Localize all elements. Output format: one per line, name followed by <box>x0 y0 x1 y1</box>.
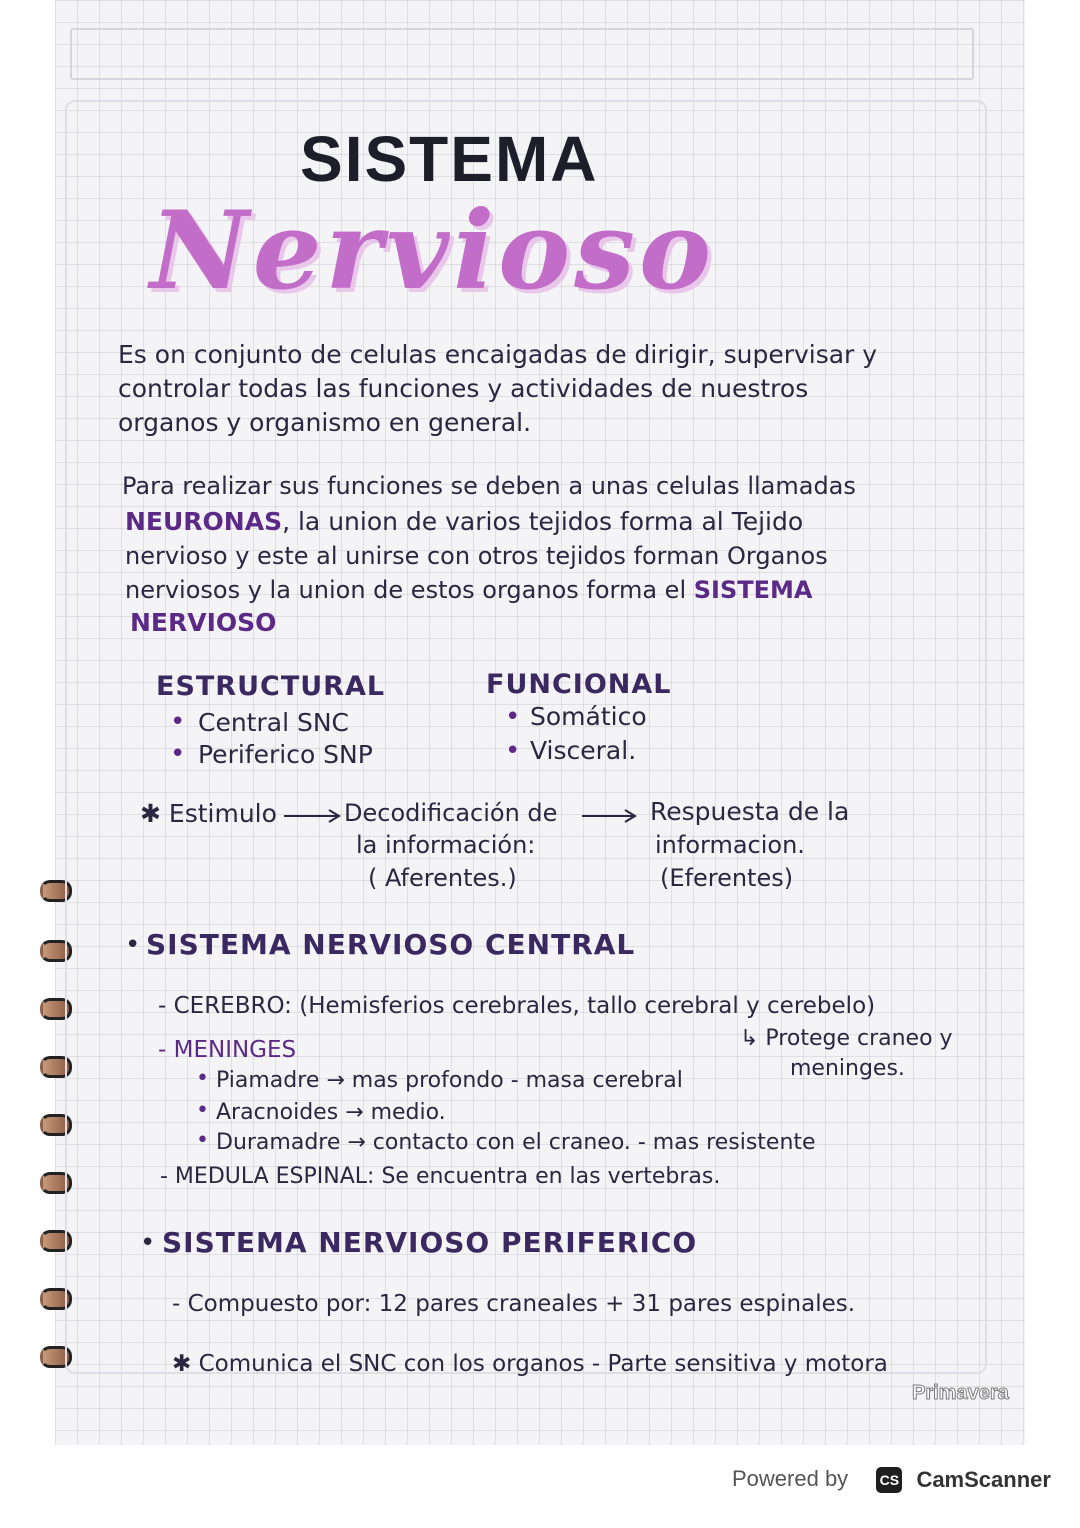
snc-heading: SISTEMA NERVIOSO CENTRAL <box>146 928 636 961</box>
decod-line-3: ( Aferentes.) <box>368 864 517 892</box>
resp-line-1: Respuesta de la <box>650 797 850 826</box>
decod-line-1: Decodificación de <box>344 799 558 827</box>
para2-line-2-rest: , la union de varios tejidos forma al Tejido <box>282 507 804 536</box>
nervioso-keyword: NERVIOSO <box>130 608 277 637</box>
resp-line-2: informacion. <box>655 831 805 859</box>
bullet-dot: • <box>170 707 186 737</box>
funcional-heading: FUNCIONAL <box>486 669 672 700</box>
bullet-dot: • <box>196 1066 209 1091</box>
bullet-dot: • <box>505 702 521 732</box>
funcional-item-somatico: Somático <box>530 702 647 731</box>
camscanner-footer <box>732 1466 1051 1493</box>
snp-compuesto: - Compuesto por: 12 pares craneales + 31 pares espinales. <box>172 1291 856 1317</box>
camscanner-brand: CamScanner <box>916 1467 1051 1493</box>
snc-protege-2: meninges. <box>790 1056 905 1081</box>
snp-comunica-text: Comunica el SNC con los organos - Parte sensitiva y motora <box>198 1351 888 1377</box>
para2-line-4-text: nerviosos y la union de estos organos forma el <box>125 576 687 604</box>
bullet-dot: • <box>196 1128 209 1153</box>
decod-line-2: la información: <box>356 831 536 859</box>
snc-aracnoides: Aracnoides → medio. <box>216 1100 446 1125</box>
bullet-dot: • <box>170 739 186 769</box>
snc-duramadre: Duramadre → contacto con el craneo. - mas resistente <box>216 1130 816 1155</box>
para2-line-1: Para realizar sus funciones se deben a unas celulas llamadas <box>122 472 856 500</box>
bullet-dot: • <box>140 1228 156 1258</box>
snp-comunica <box>172 1348 888 1381</box>
snc-meninges: - MENINGES <box>158 1037 297 1063</box>
para2-line-2 <box>125 505 803 538</box>
header-box <box>70 28 974 80</box>
snp-heading: SISTEMA NERVIOSO PERIFERICO <box>162 1226 698 1259</box>
arrow-right-icon <box>282 806 344 826</box>
camscanner-logo-icon: CS <box>876 1467 902 1493</box>
para2-line-3: nervioso y este al unirse con otros tejidos forman Organos <box>125 542 828 570</box>
bullet-dot: • <box>196 1098 209 1123</box>
snc-protege-1: ↳ Protege craneo y <box>740 1026 953 1051</box>
flow-estimulo <box>140 797 277 830</box>
resp-line-3: (Eferentes) <box>660 864 794 892</box>
title-sistema: SISTEMA <box>300 123 599 195</box>
primavera-watermark: Primavera <box>912 1382 1009 1404</box>
title-nervioso: Nervioso <box>150 188 715 314</box>
estructural-item-periferico: Periferico SNP <box>198 740 373 769</box>
funcional-item-visceral: Visceral. <box>530 736 637 765</box>
sistema-keyword: SISTEMA <box>693 576 813 604</box>
star-icon: ✱ <box>140 799 161 828</box>
estructural-item-central: Central SNC <box>198 708 350 737</box>
snc-medula: - MEDULA ESPINAL: Se encuentra en las vertebras. <box>160 1164 721 1189</box>
bullet-dot: • <box>125 930 141 960</box>
estimulo-text: Estimulo <box>168 799 277 828</box>
neuronas-keyword: NEURONAS <box>125 507 283 536</box>
snc-cerebro: - CEREBRO: (Hemisferios cerebrales, tallo cerebral y cerebelo) <box>158 993 876 1019</box>
intro-line-1: Es on conjunto de celulas encaigadas de dirigir, supervisar y <box>118 340 878 369</box>
intro-line-2: controlar todas las funciones y actividades de nuestros <box>118 374 809 403</box>
estructural-heading: ESTRUCTURAL <box>156 671 386 702</box>
para2-line-4 <box>125 574 813 607</box>
intro-line-3: organos y organismo en general. <box>118 408 532 437</box>
star-icon: ✱ <box>172 1351 192 1377</box>
powered-by-text: Powered by <box>732 1466 849 1491</box>
arrow-right-icon <box>580 806 640 826</box>
bullet-dot: • <box>505 736 521 766</box>
snc-piamadre: Piamadre → mas profondo - masa cerebral <box>216 1068 683 1093</box>
